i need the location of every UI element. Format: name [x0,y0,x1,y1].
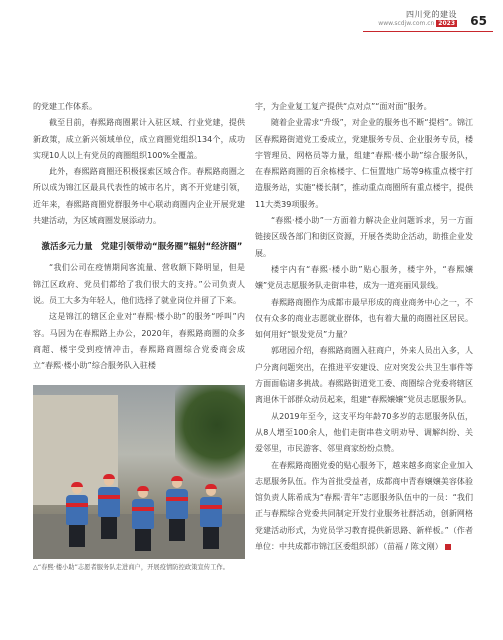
paragraph-text: 在春熙路商圈党委的贴心服务下，越来越多商家企业加入志愿服务队伍。作为首批受益者，成都商中青春嬢嬢美容体验馆负责人陈希成为“春熙·青年”志愿服务队伍中的一员：“我们正与春熙综合党委共同制定开发行业服务社群活动，创新网格党建活动形式，为党员学习教育提供新思路、新样板。”（作者单位：中共成都市锦江区委组织部）（苗福 / 陈文刚） [255,460,473,552]
paragraph: 郭珺园介绍，春熙路商圈入驻商户，外来人员出入多，人户分离问题突出，在推进平安建设、应对突发公共卫生事件等方面面临诸多挑战。春熙路街道党工委、商圈综合党委将辖区离退休干部群众动员起来，组建“春熙嬢嬢”党员志愿服务队。 [255,346,473,405]
paragraph: 宇，为企业复工复产提供“点对点”“面对面”服务。 [255,102,432,111]
end-mark-icon [445,544,451,550]
issue-year: 2023 [438,20,455,27]
paragraph [255,458,473,556]
volunteer-figure [165,476,189,541]
paragraph: “我们公司在疫情期间客流量、营收额下降明显，但是锦江区政府、党员们都给了我们很大的支持。”公司负责人说。员工大多为年轻人，他们选择了就业岗位并留了下来。 [33,263,245,305]
section-subhead: 激活多元力量 党建引领带动“服务圈”辐射“经济圈” [41,242,243,253]
volunteer-figure [199,484,223,549]
volunteer-figure [65,482,89,547]
paragraph: 截至目前，春熙路商圈累计入驻区域、行业党建，提供新政策，成立新兴领域单位，成立商圈党组织134个，成功实现10人以上有党员的商圈组织100%全覆盖。 [33,118,245,160]
volunteer-figure [97,474,121,539]
paragraph: 从2019年至今，这支平均年龄70多岁的志愿服务队伍，从8人增至100余人，他们走街串巷文明劝导、调解纠纷、关爱邻里，市民游客、邻里商家纷纷点赞。 [255,411,473,454]
page-header [293,8,493,34]
magazine-title: 四川党的建设 [406,10,457,19]
paragraph: “春熙·楼小助”一方面着力解决企业问题诉求，另一方面链接区级各部门和街区资源，开展各类助企活动，助推企业发展。 [255,216,473,258]
paragraph: 春熙路商圈作为成都市最早形成的商业商务中心之一，不仅有众多的商业志愿就业群体，也有着大量的商圈社区居民。如何用好“银发党员”力量？ [255,297,473,340]
volunteer-figure [131,486,155,551]
page-number: 65 [470,14,487,28]
photo-caption: △“春熙·楼小助”志愿者服务队走进商户，开展疫情防控政策宣传工作。 [33,564,229,571]
left-column [33,99,245,374]
paragraph: 的党建工作体系。 [33,102,97,111]
paragraph: 楼宇内有“春熙·楼小助”贴心服务，楼宇外，“春熙嬢嬢”党员志愿服务队走街串巷，成为一道亮丽风景线。 [255,264,473,291]
paragraph: 随着企业需求“升级”，对企业的服务也不断“提档”。锦江区春熙路街道党工委成立，党建服务专员、企业服务专员，楼宇管理员、网格员等力量，组建“春熙·楼小助”综合服务队，在春熙路商圈的百余栋楼宇、仁恒置地广场等9栋重点楼宇打造服务站，实施“楼长制”，推动重点商圈所有重点楼宇，提供11大类39项服务。 [255,118,473,209]
paragraph: 此外，春熙路商圈还积极探索区域合作。春熙路商圈之所以成为锦江区最具代表性的城市名片，离不开党建引领，近年来，春熙路商圈党群服务中心联动商圈内企业开展党建共建活动，为区域商圈发展添动力。 [33,167,245,226]
volunteers-photo [33,385,245,559]
magazine-url: www.scdjw.com.cn 2023 [378,20,455,27]
header-rule [363,31,493,32]
right-column [255,99,473,555]
tree-shape [175,385,245,485]
paragraph: 这是锦江的辖区企业对“春熙·楼小助”的服务“呼叫”内容。马因为在春熙路上办公，2020年，春熙路商圈的众多商超、楼宇受到疫情冲击，春熙路商圈综合党委商会成立“春熙·楼小助”综合服务队入驻楼 [33,312,245,371]
